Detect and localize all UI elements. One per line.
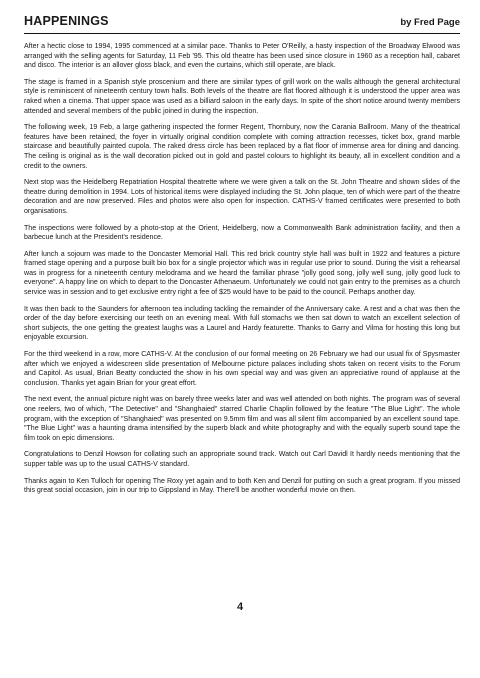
paragraph: Congratulations to Denzil Howson for collating such an appropriate sound track. Watch out Carl Davidl It hardly needs mentioning that the supper table was up to the usual CATHS-V standard. [24,451,460,468]
paragraph: The following week, 19 Feb, a large gathering inspected the former Regent, Thornbury, now the Carania Ballroom. Many of the theatrical features have been retained, the foyer in virtually original condition complete with coming attraction recesses, ticket box, grand marble staircase and beautifully painted cupola. The raked dress circle has been replaced by a flat floor of immense area for dining and dancing. The ceiling is original as is the wall decoration picked out in gold and pastel colours to highlight its beauty, all in excellent condition and a credit to the owners. [24,124,460,170]
paragraph: The inspections were followed by a photo-stop at the Orient, Heidelberg, now a Commonwealth Bank administration facility, and then a barbecue lunch at the President's residence. [24,224,460,242]
paragraph: Next stop was the Heidelberg Repatriation Hospital theatrette where we were given a talk on the St. John Theatre and shown slides of the theatre during demolition in 1994. Lots of historical items were displayed including the St. John plaque, ten of which were part of the theatre decoration and are now preserved. Files and photos were also open for inspection. CATHS-V framed certificates were presented to both organisations. [24,179,460,215]
section-title: HAPPENINGS [24,14,109,28]
paragraph: The stage is framed in a Spanish style proscenium and there are similar types of grill work on the walls although the general architectural style is reminiscent of nineteenth century town halls. Both levels of the theatre are flat floored although it is understood the upper area was raked when a cinema. That upper space was used as a billiard saloon in the early days. In spite of the short notice around twenty members attended and several members of the public joined in during the inspection. [24,78,460,115]
author-byline: by Fred Page [400,17,460,28]
paragraph: It was then back to the Saunders for afternoon tea including tackling the remainder of the Anniversary cake. A rest and a chat was then the order of the day before exercising our teeth on an evening meal. With full stomachs we then sat down to watch an excellent selection of short subjects, the one getting the greatest laughs was a Laurel and Hardy featurette. Thanks to Garry and Vilma for hosting this long but enjoyable excursion. [24,305,460,342]
paragraph: For the third weekend in a row, more CATHS-V. At the conclusion of our formal meeting on 26 February we had our usual fix of Spysmaster after which we enjoyed a widescreen slide presentation of Melbourne picture palaces including shots taken on recent visits to the Forum and Capitol. As usual, Brian Beatty conducted the show in his own special way and was given an appreciative round of applause at the conclusion. Thanks yet again Brian for your great effort. [24,351,460,387]
page-number: 4 [236,601,244,613]
article-body [24,42,460,496]
paragraph: The next event, the annual picture night was on barely three weeks later and was well attended on both nights. The program was of several one reelers, two of which, "The Detective" and "Shanghaied" starred Charlie Chaplin followed by the feature "The Blue Light". The whole program, with the exception of "Shanghaied" was presented on 9.5mm film and was all silent film accompanied by an excellent sound tape. "The Blue Light" was a haunting drama intensified by the superb black and white photography and with the equally superb sound tape the film took on epic dimensions. [24,396,460,442]
header-divider [24,33,460,34]
paragraph: After a hectic close to 1994, 1995 commenced at a similar pace. Thanks to Peter O'Reilly, a hasty inspection of the Broadway Elwood was arranged with the selling agents for Saturday, 11 Feb '95. This old theatre has been used since closure in 1960 as a reception hall, cabaret and disco. The interior is an allover gloss black, and even the curtains, which still operate, are black. [24,43,460,70]
paragraph: Thanks again to Ken Tulloch for opening The Roxy yet again and to both Ken and Denzil for putting on such a great program. If you missed this great social occasion, join in our trip to Gippsland in May. There'll be another wonderful movie on then. [24,477,460,495]
page-header [24,14,460,31]
paragraph: After lunch a sojourn was made to the Doncaster Memorial Hall. This red brick country style hall was built in 1922 and features a picture framed stage opening and a purpose built bio box for a single projector which was in regular use prior to sound. During the visit a rehearsal was in progress for a nineteenth century melodrama and we heard the familiar phrase "jolly good song, jolly well sung, jolly good luck to everyone". A happy line on which to depart to the Doncaster Athenaeum. Unfortunately we could not gain entry to the premises as a church service was in session and to get exclusive entry right a fee of $25 would have to be paid to the council. Perhaps another day. [24,250,460,297]
